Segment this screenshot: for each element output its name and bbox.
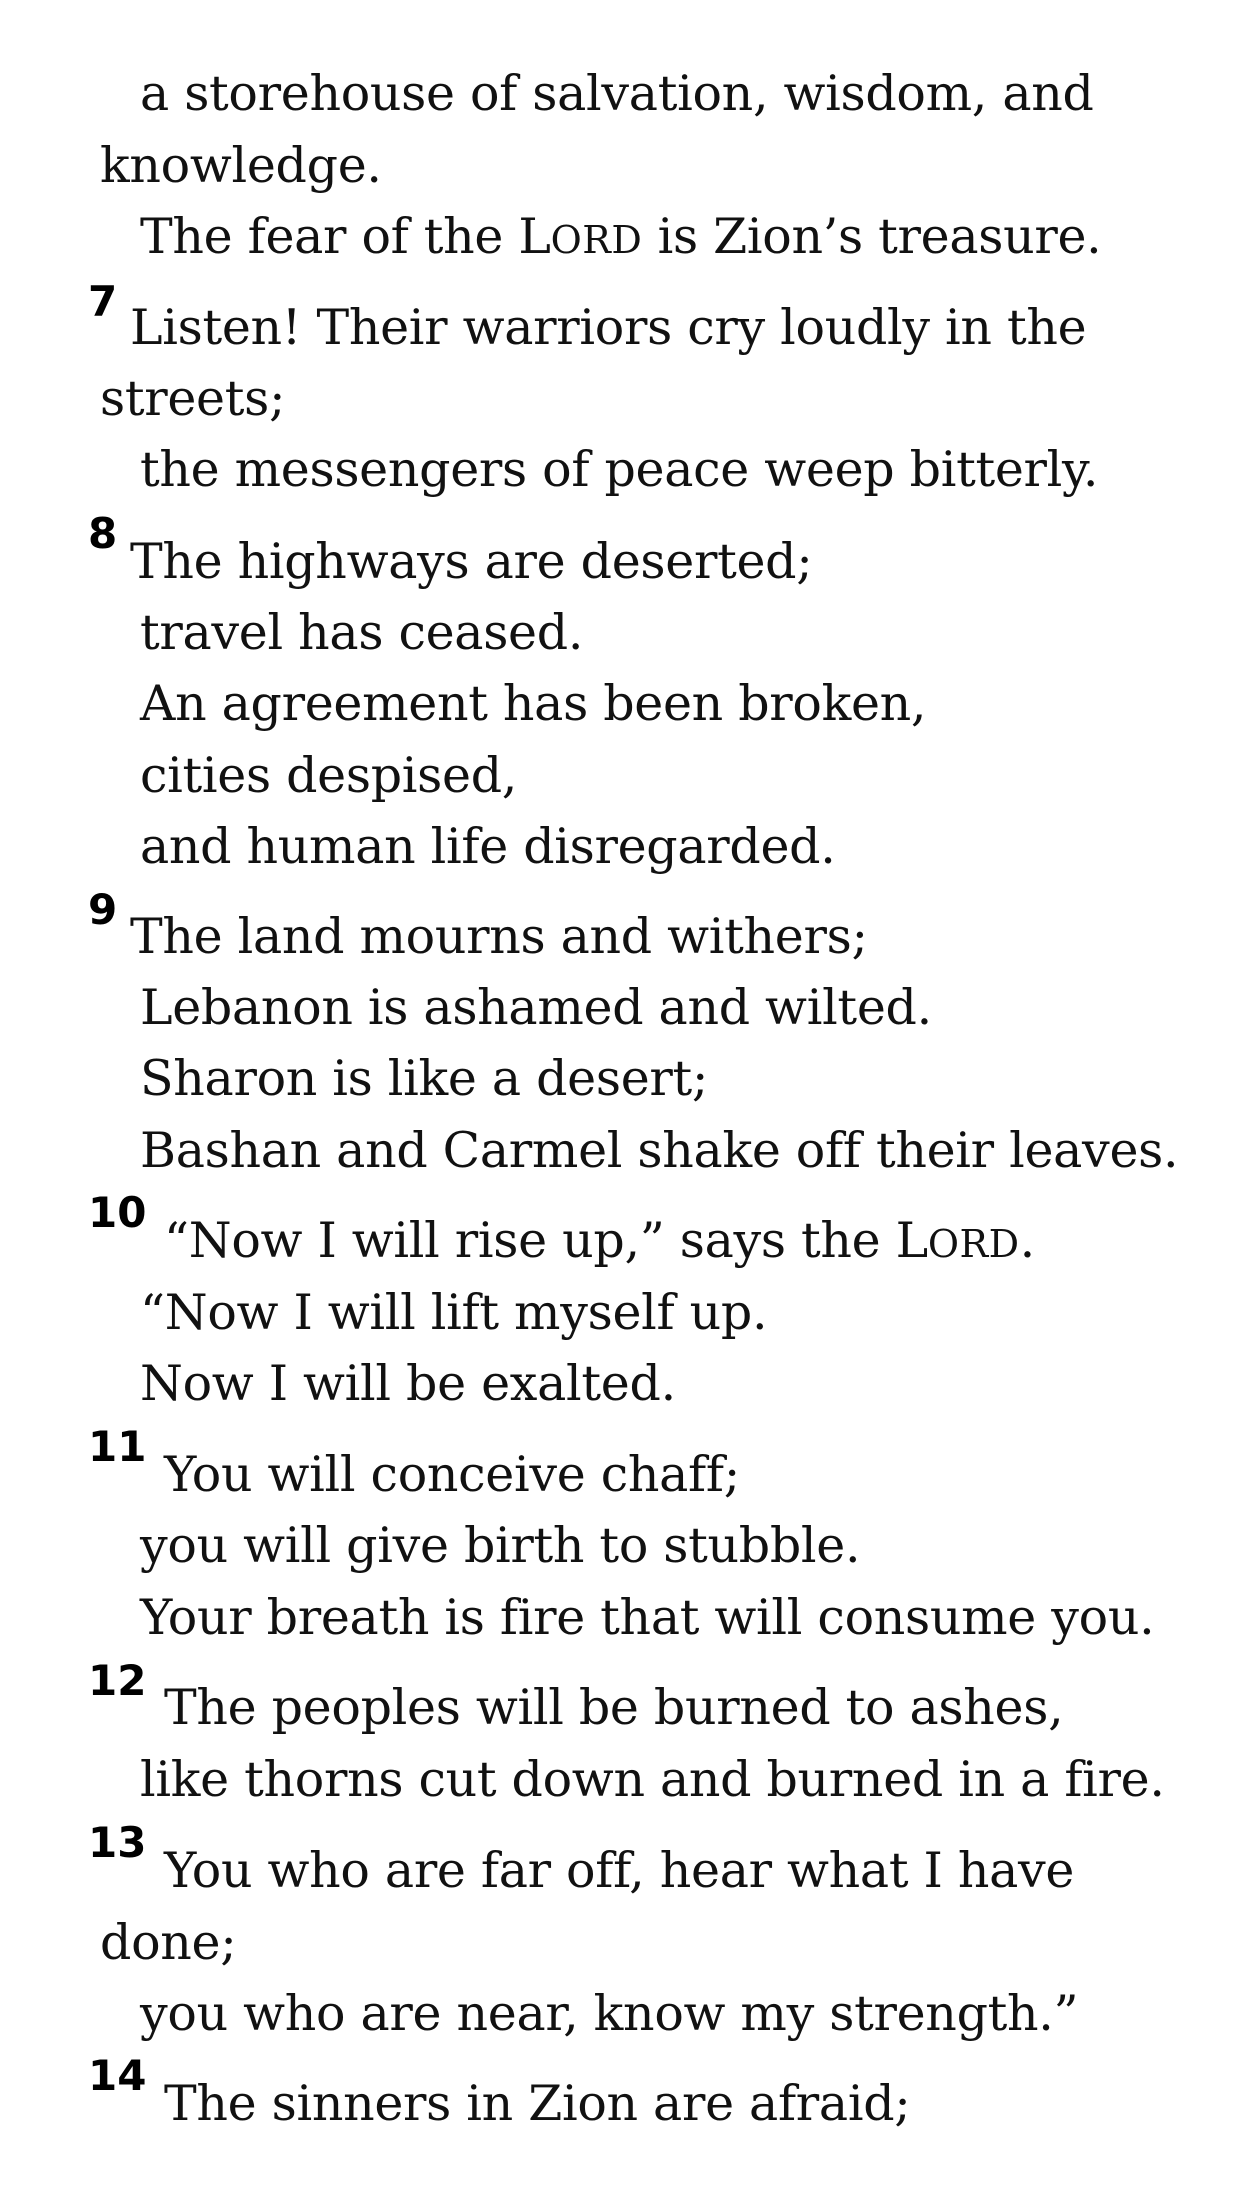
verse-number-11: 11 — [88, 1422, 147, 1471]
verse-number-9: 9 — [88, 885, 118, 934]
verse-13-line-1-wrap: done; — [100, 1914, 237, 1971]
verse-number-10: 10 — [88, 1188, 147, 1237]
verse-11-line-3: Your breath is fire that will consume you. — [140, 1589, 1155, 1646]
verse-8-line-2: travel has ceased. — [140, 604, 584, 661]
line-text: . — [1019, 1212, 1035, 1269]
verse-7-line-2: the messengers of peace weep bitterly. — [140, 441, 1099, 498]
verse-8-line-1: The highways are deserted; — [130, 533, 813, 590]
lord-small-caps: ORD — [927, 1222, 1020, 1266]
verse-10-line-3: Now I will be exalted. — [140, 1355, 676, 1412]
verse-7-line-1-wrap: streets; — [100, 370, 286, 427]
verse-11-line-1: You will conceive chaff; — [164, 1446, 740, 1503]
verse-number-13: 13 — [88, 1818, 147, 1867]
verse-14-line-1: The sinners in Zion are afraid; — [164, 2075, 911, 2132]
verse-12-line-2: like thorns cut down and burned in a fire. — [140, 1751, 1165, 1808]
verse-9-line-3: Sharon is like a desert; — [140, 1050, 709, 1107]
verse-number-8: 8 — [88, 509, 118, 558]
line-text: The fear of the L — [140, 208, 551, 265]
line-text: is Zion’s treasure. — [642, 208, 1102, 265]
line-text: “Now I will rise up,” says the L — [164, 1212, 928, 1269]
lord-small-caps: ORD — [550, 218, 643, 262]
verse-13-line-2: you who are near, know my strength.” — [140, 1985, 1079, 2042]
verse-10-line-1 — [164, 1211, 1035, 1274]
verse-13-line-1: You who are far off, hear what I have — [164, 1842, 1075, 1899]
verse-7-line-1: Listen! Their warriors cry loudly in the — [130, 299, 1087, 356]
verse-12-line-1: The peoples will be burned to ashes, — [164, 1679, 1064, 1736]
verse-9-line-2: Lebanon is ashamed and wilted. — [140, 979, 932, 1036]
verse-6-line-3 — [140, 207, 1101, 270]
verse-9-line-1: The land mourns and withers; — [130, 908, 868, 965]
verse-8-line-3: An agreement has been broken, — [140, 675, 927, 732]
verse-6-line-2: a storehouse of salvation, wisdom, and — [140, 65, 1094, 122]
verse-8-line-4: cities despised, — [140, 747, 518, 804]
verse-number-14: 14 — [88, 2051, 147, 2100]
verse-11-line-2: you will give birth to stubble. — [140, 1517, 861, 1574]
verse-number-7: 7 — [88, 277, 118, 326]
verse-8-line-5: and human life disregarded. — [140, 818, 836, 875]
verse-10-line-2: “Now I will lift myself up. — [140, 1284, 768, 1341]
verse-6-line-2-wrap: knowledge. — [100, 137, 382, 194]
verse-number-12: 12 — [88, 1656, 147, 1705]
verse-9-line-4: Bashan and Carmel shake off their leaves. — [140, 1122, 1179, 1179]
